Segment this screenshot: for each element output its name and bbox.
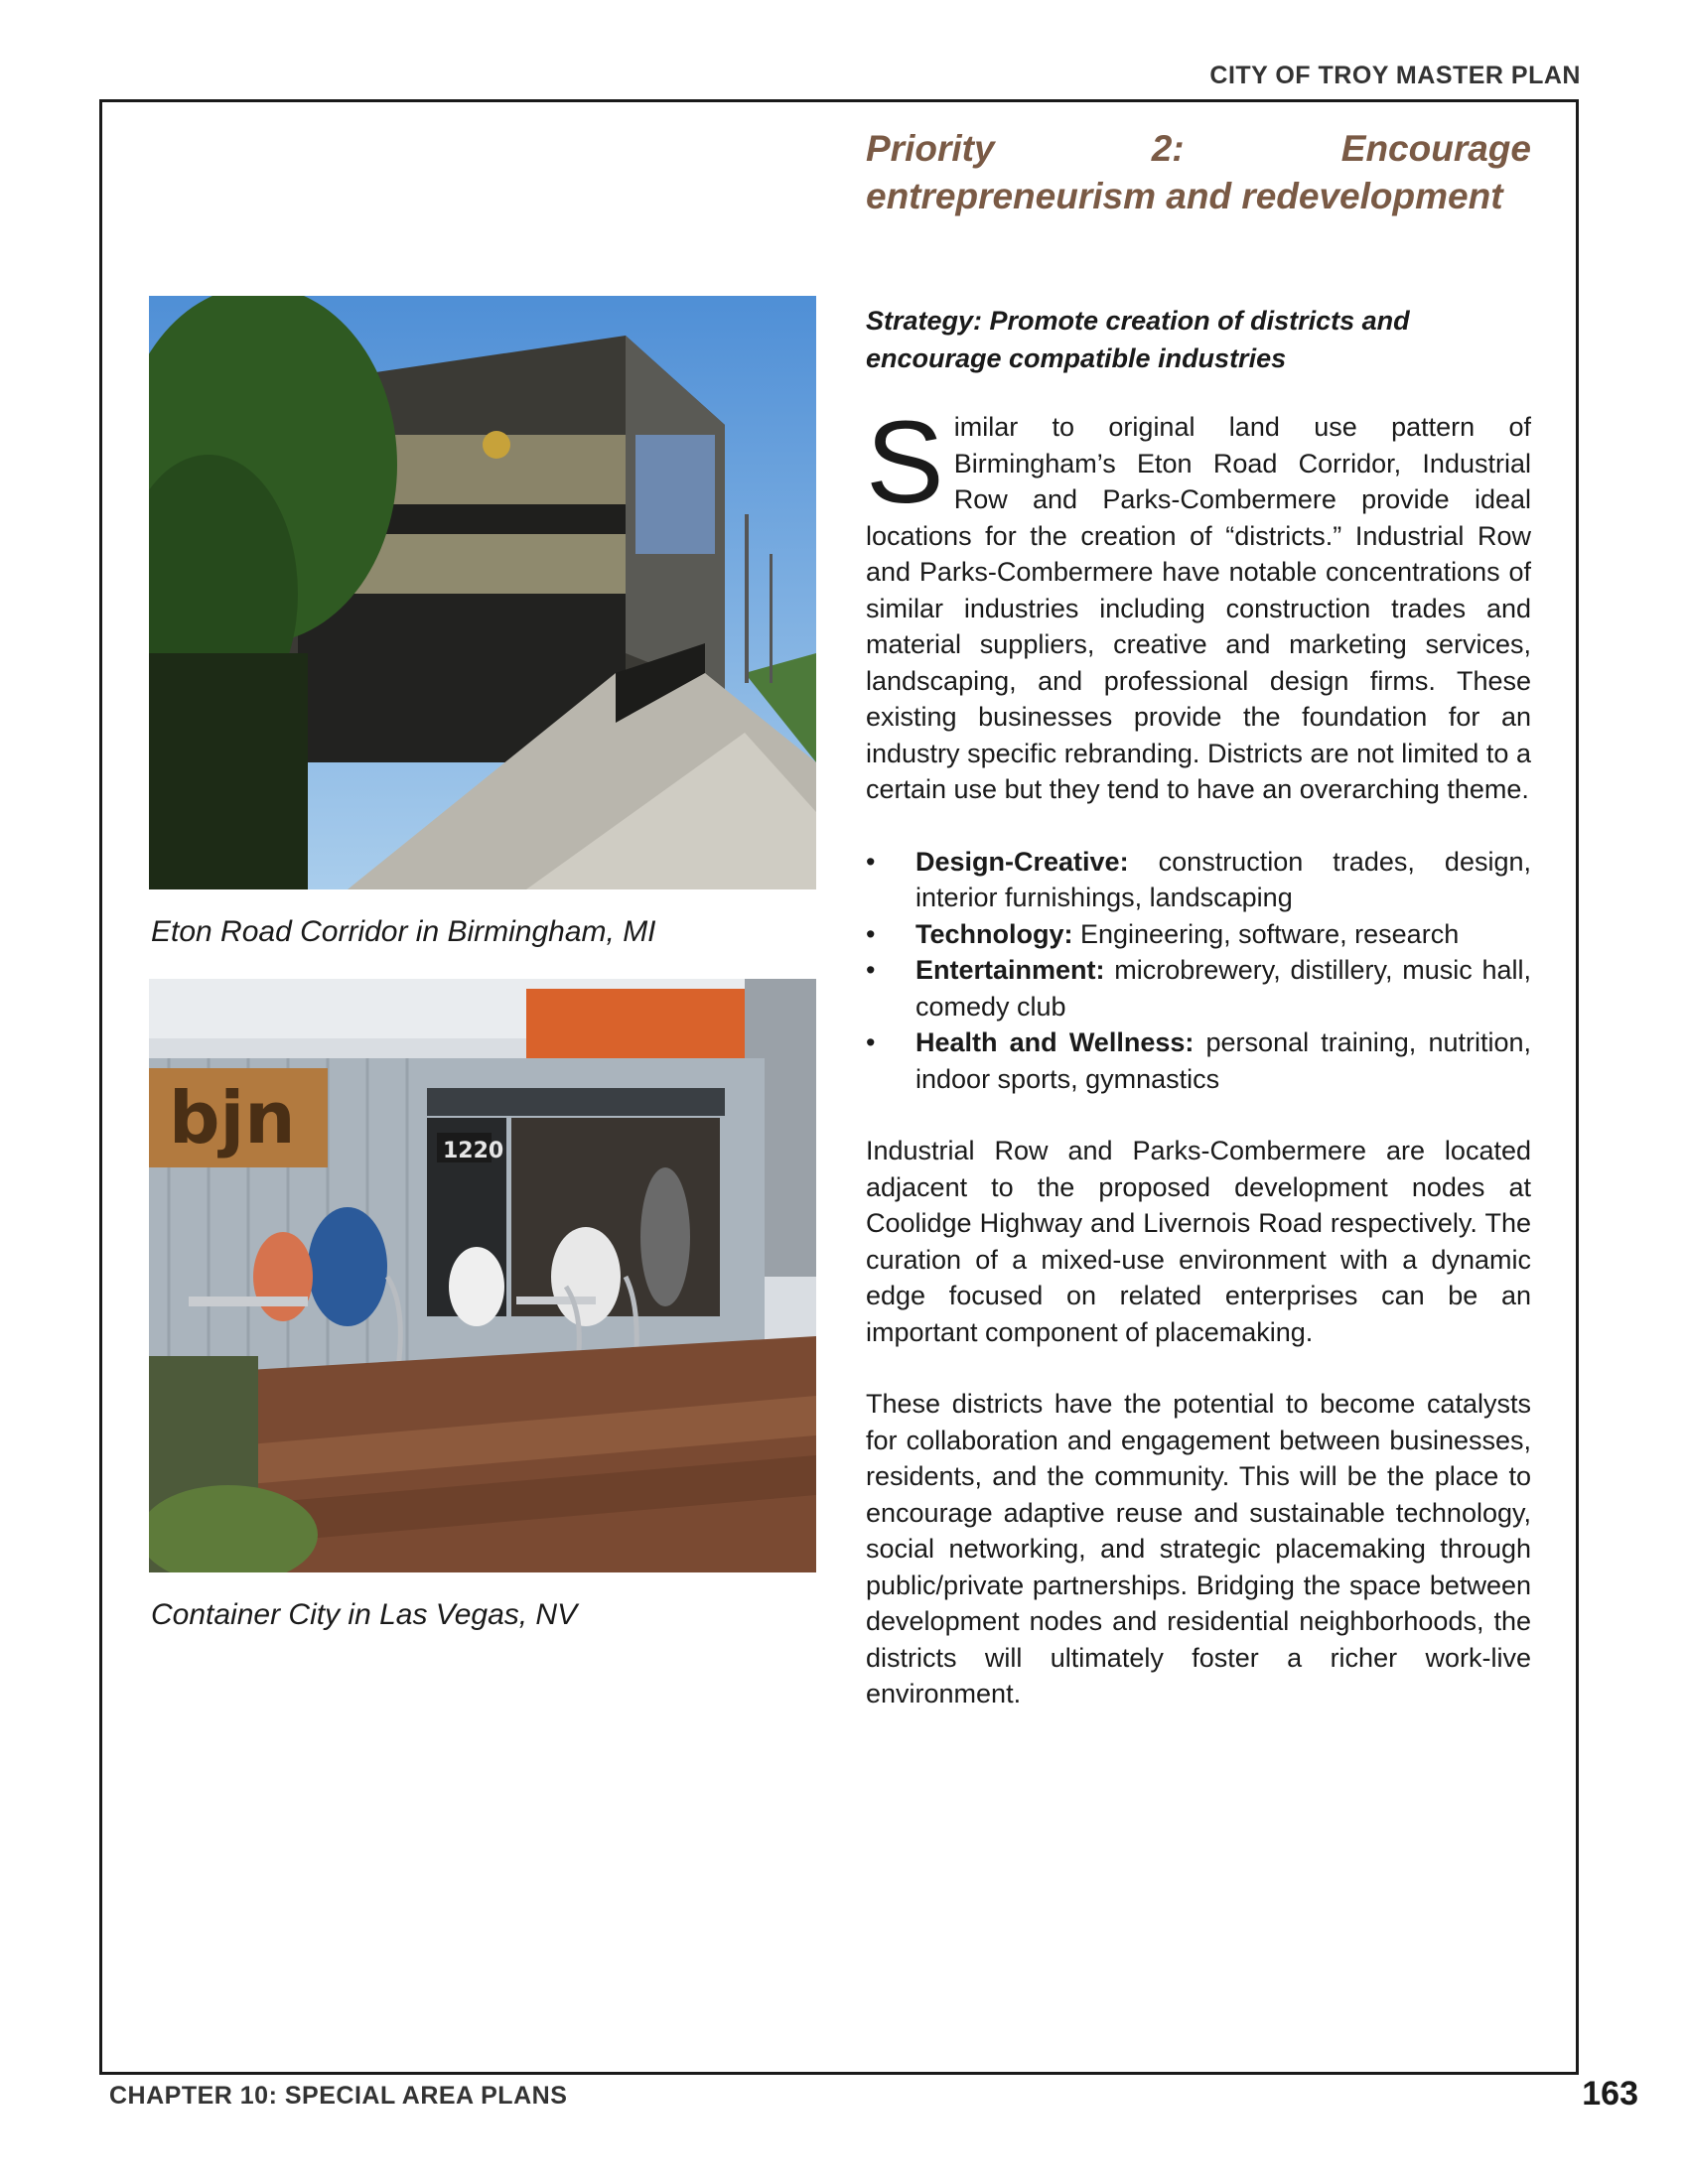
body-paragraph: These districts have the potential to become catalysts for collaboration and engagement between businesses, residents, and the community. This will be the place to encourage adaptive reuse and sustainable technology, social networking, and strategic placemaking through public/private partnerships. Bridging the space between development nodes and residential neighborhoods, the districts will ultimately foster a richer work-live environment.: [866, 1389, 1531, 1708]
bullet: •: [866, 918, 876, 949]
priority-heading: Priority 2: Encourage entrepreneurism and redevelopment: [866, 128, 1531, 216]
list-item: [866, 952, 1531, 1024]
list-item-label: Entertainment:: [915, 955, 1105, 985]
document-title: CITY OF TROY MASTER PLAN: [1209, 62, 1581, 89]
body-paragraph: Industrial Row and Parks-Combermere are located adjacent to the proposed development nodes at Coolidge Highway and Livernois Road respectively. The curation of a mixed-use environment with a dynamic edge focused on related enterprises can be an important component of placemaking.: [866, 1136, 1531, 1347]
drop-cap: S: [866, 397, 944, 528]
list-item-label: Technology:: [915, 918, 1073, 949]
industry-list: [866, 844, 1531, 1098]
photo-caption: Eton Road Corridor in Birmingham, MI: [151, 915, 656, 948]
list-item-text: personal training, nutrition, indoor sports, gymnastics: [915, 1027, 1532, 1094]
list-item: [866, 916, 1531, 953]
sign-text: bjn: [169, 1076, 296, 1160]
list-item: [866, 844, 1531, 916]
list-item: [866, 1024, 1531, 1097]
list-item-text: construction trades, design, interior furnishings, landscaping: [915, 846, 1531, 912]
bullet: •: [866, 1027, 876, 1057]
list-item-text: microbrewery, distillery, music hall, comedy club: [915, 955, 1531, 1022]
list-item-label: Design-Creative:: [915, 846, 1129, 877]
list-item-text: Engineering, software, research: [1072, 918, 1460, 949]
photo-caption: Container City in Las Vegas, NV: [151, 1598, 578, 1631]
address-number: 1220: [443, 1139, 504, 1163]
photo-container-city: [149, 979, 816, 1572]
intro-text: imilar to original land use pattern of Birmingham’s Eton Road Corridor, Industrial Row and Parks-Combermere provide ideal locations for the creation of “districts.” Industrial Row and Parks-Combermere have notable concentrations of similar industries including construction trades and material suppliers, creative and marketing services, landscaping, and professional design firms. These existing businesses provide the foundation for an industry specific rebranding. Districts are not limited to a certain use but they tend to have an overarching theme.: [866, 412, 1531, 804]
strategy-heading: Strategy: Promote creation of districts and encourage compatible industries: [866, 306, 1410, 373]
main-text-column: [866, 125, 1531, 1712]
photo-eton-road-corridor: [149, 296, 816, 889]
bullet: •: [866, 955, 876, 985]
chapter-footer: CHAPTER 10: SPECIAL AREA PLANS: [109, 2082, 568, 2110]
list-item-label: Health and Wellness:: [915, 1027, 1195, 1057]
bullet: •: [866, 846, 876, 877]
intro-paragraph: [866, 397, 1531, 808]
page-number: 163: [1582, 2075, 1638, 2113]
